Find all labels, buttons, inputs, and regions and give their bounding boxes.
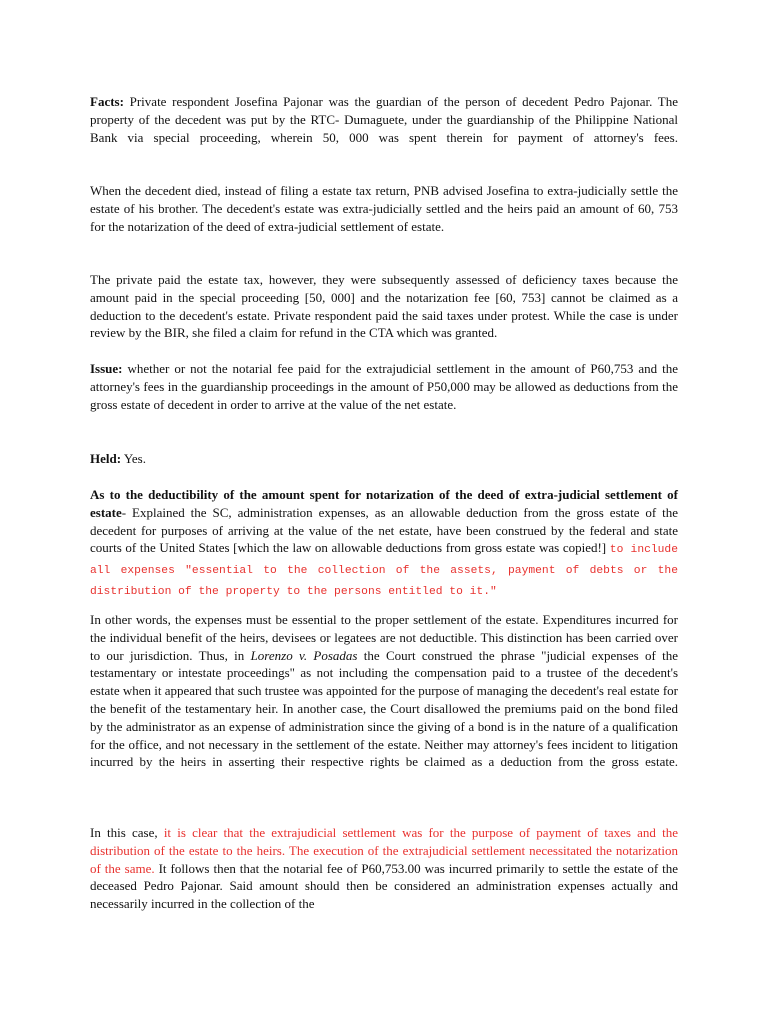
facts-label: Facts: [90,94,124,109]
other-words-text-2: the Court construed the phrase "judicial expenses of the testamentary or intestate proceedings" as not including the compensation paid to a trustee of the decedent's estate when it appeared that such trustee was appointed for the purpose of managing the decedent's real estate for the benefit of the testamentary heir. In another case, the Court disallowed the premiums paid on the bond filed by the administrator as an expense of administration since the giving of a bond is in the nature of a qualification for the office, and not necessary in the settlement of the estate. Neither may attorney's fees incident to litigation incurred by the heirs in asserting their respective rights be claimed as a deduction from the gross estate. [90,647,678,770]
deductibility-paragraph [90,486,678,602]
refund-paragraph [90,271,678,342]
issue-text: whether or not the notarial fee paid for the extrajudicial settlement in the amount of P60,753 and the attorney's fees in the guardianship proceedings in the amount of P50,000 may be allowed as deductions from the gross estate of decedent in order to arrive at the value of the net estate. [90,361,678,412]
held-label: Held: [90,451,122,466]
deductibility-highlight: to include all expenses "essential to the collection of the assets, payment of debts or the distribution of the property to the persons entitled to it." [90,544,678,598]
issue-label: Issue: [90,361,123,376]
death-paragraph [90,182,678,235]
other-words-text-1: In other words, the expenses must be essential to the proper settlement of the estate. Expenditures incurred for the individual benefit of the heirs, devisees or legatees are not deductible. This distinction has been carried over to our jurisdiction. Thus, in [90,612,678,663]
facts-text: Private respondent Josefina Pajonar was the guardian of the person of decedent Pedro Pajonar. The property of the decedent was put by the RTC- Dumaguete, under the guardianship of the Philippine National Bank via special proceeding, wherein 50, 000 was spent therein for payment of attorney's fees. [90,94,678,145]
death-text: When the decedent died, instead of filing a estate tax return, PNB advised Josefina to extra-judicially settle the estate of his brother. The decedent's estate was extra-judicially settled and the heirs paid an amount of 60, 753 for the notarization of the deed of extra-judicial settlement of estate. [90,183,678,234]
deductibility-heading: As to the deductibility of the amount spent for notarization of the deed of extra-judicial settlement of estate [90,487,678,520]
issue-paragraph [90,360,678,413]
other-words-paragraph [90,611,678,771]
facts-paragraph [90,93,678,146]
case-name: Lorenzo v. Posadas [250,647,358,663]
this-case-paragraph [90,824,678,913]
held-paragraph [90,450,678,468]
this-case-lead: In this case, [90,825,164,840]
refund-text: The private paid the estate tax, however, they were subsequently assessed of deficiency taxes because the amount paid in the special proceeding [50, 000] and the notarization fee [60, 753] cannot be claimed as a deduction to the decedent's estate. Private respondent paid the said taxes under protest. While the case is under review by the BIR, she filed a claim for refund in the CTA which was granted. [90,272,678,341]
deductibility-text: - Explained the SC, administration expenses, as an allowable deduction from the gross estate of the decedent for purposes of arriving at the value of the net estate, have been construed by the federal and state courts of the United States [which the law on allowable deductions from gross estate was copied!] [90,504,678,556]
held-text: Yes. [121,451,146,466]
this-case-highlight: it is clear that the extrajudicial settlement was for the purpose of payment of taxes and the distribution of the estate to the heirs. The execution of the extrajudicial settlement necessitated the notarization of the same. [90,825,678,876]
this-case-text: It follows then that the notarial fee of P60,753.00 was incurred primarily to settle the estate of the deceased Pedro Pajonar. Said amount should then be considered an administration expenses actually and necessarily incurred in the collection of the [90,860,678,912]
